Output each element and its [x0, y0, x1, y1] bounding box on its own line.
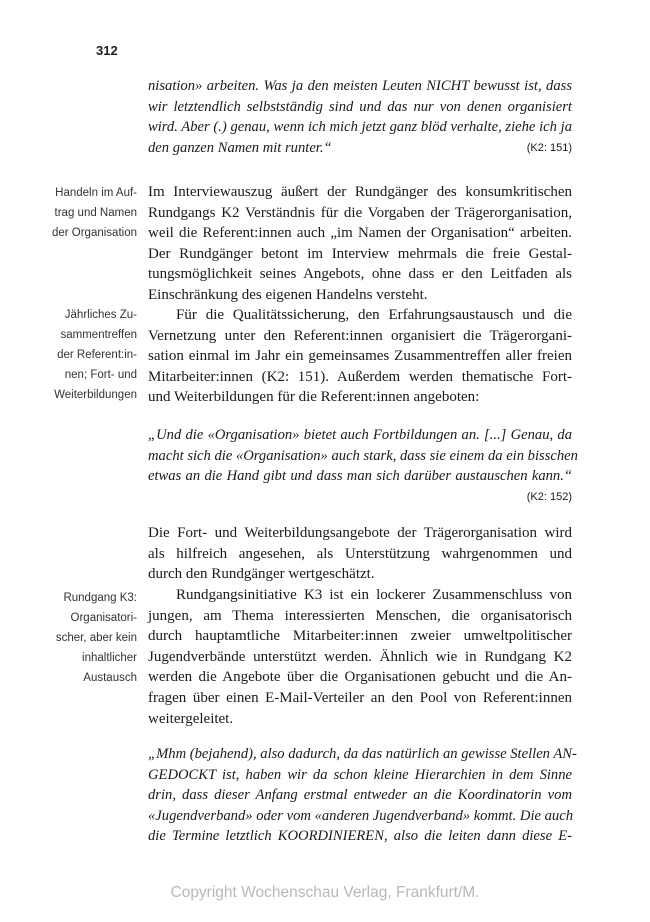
margin-note-line: der Organisation	[51, 227, 137, 239]
margin-note-line: trag und Namen	[54, 207, 137, 219]
margin-note-line: der Referent:in-	[57, 349, 137, 361]
paragraph-4	[148, 585, 572, 729]
margin-note-line: Weiterbildungen	[54, 389, 137, 401]
paragraph-line: tungsmöglichkeit seines Angebots, ohne dass er den Leitfaden als	[148, 266, 572, 283]
paragraph-line: werden die Angebote über die Organisationen gebucht und die An-	[148, 669, 572, 686]
paragraph-line: weil die Referent:innen auch „im Namen der Organisation“ arbeiten.	[148, 225, 572, 242]
quote-line	[148, 138, 572, 159]
copyright-watermark: Copyright Wochenschau Verlag, Frankfurt/M.	[170, 884, 480, 901]
margin-note-line: Organisatori-	[70, 612, 137, 624]
paragraph-line: durch den Rundgänger wertgeschätzt.	[148, 566, 375, 583]
paragraph-line: Rundgangsinitiative K3 ist ein lockerer Zusammenschluss von	[176, 587, 572, 603]
quote-line: nisation» arbeiten. Was ja den meisten Leuten NICHT bewusst ist, dass	[148, 78, 572, 94]
margin-note-line: scher, aber kein	[55, 632, 137, 644]
margin-note-line: nen; Fort- und	[64, 369, 137, 381]
quote-line-text: den ganzen Namen mit runter.“	[148, 139, 332, 156]
paragraph-line: Im Interviewauszug äußert der Rundgänger des konsumkritischen	[148, 184, 572, 200]
paragraph-line: weitergeleitet.	[148, 710, 234, 727]
margin-note-line: Jährliches Zu-	[64, 309, 137, 321]
paragraph-line: jungen, am Thema interessierten Menschen, die organisatorisch	[148, 607, 572, 624]
paragraph-2	[148, 305, 572, 408]
quote-line: „Und die «Organisation» bietet auch Fortbildungen an. [...] Genau, da	[148, 427, 572, 443]
quote-line: macht sich die «Organisation» auch stark, dass sie einem da ein bisschen	[148, 447, 578, 464]
margin-note-line: Handeln im Auf-	[55, 187, 137, 199]
quote-line: etwas an die Hand gibt und dass man sich darüber austauschen kann.“	[148, 468, 572, 485]
paragraph-line: als hilfreich angesehen, als Unterstützung wahrgenommen und	[148, 545, 572, 562]
paragraph-line: Mitarbeiter:innen (K2: 151). Außerdem werden thematische Fort-	[148, 368, 572, 385]
quote-line: die Termine letztlich KOORDINIEREN, also die leiten dann diese E-	[148, 828, 572, 845]
margin-note-1	[25, 183, 137, 243]
paragraph-line: Jugendverbände unterstützt werden. Ähnlich wie in Rundgang K2	[148, 648, 572, 665]
paragraph-line: sation einmal im Jahr ein gemeinsames Zusammentreffen aller freien	[148, 348, 572, 365]
paragraph-1	[148, 182, 572, 306]
paragraph-line: Vernetzung unter den Referent:innen organisiert die Trägerorgani-	[148, 327, 572, 344]
paragraph-line: Der Rundgänger betont im Interview mehrmals die freie Gestal-	[148, 245, 572, 262]
margin-note-line: Austausch	[83, 672, 137, 684]
quote-line: GEDOCKT ist, haben wir da schon kleine Hierarchien in dem Sinne	[148, 766, 572, 783]
block-quote-3	[148, 744, 577, 847]
paragraph-line: Für die Qualitätssicherung, den Erfahrungsaustausch und die	[176, 307, 572, 323]
block-quote-2	[148, 425, 578, 507]
margin-note-3	[25, 588, 137, 688]
quote-reference: (K2: 151)	[526, 141, 572, 154]
paragraph-line: Rundgangs K2 Verständnis für die Vorgaben der Trägerorganisation,	[148, 204, 572, 221]
paragraph-line: Die Fort- und Weiterbildungsangebote der Trägerorganisation wird	[148, 525, 572, 541]
margin-note-line: Rundgang K3:	[63, 592, 137, 604]
paragraph-line: durch hauptamtliche Mitarbeiter:innen zweier umweltpolitischer	[148, 628, 572, 645]
quote-line: «Jugendverband» oder vom «anderen Jugendverband» kommt. Die auch	[148, 807, 573, 824]
page-number: 312	[96, 43, 118, 58]
quote-line: drin, dass dieser Anfang erstmal entweder an die Koordinatorin vom	[148, 787, 572, 804]
paragraph-3	[148, 523, 572, 585]
paragraph-line: und Weiterbildungen für die Referent:innen angeboten:	[148, 389, 480, 406]
margin-note-line: sammentreffen	[60, 329, 137, 341]
quote-line: wird. Aber (.) genau, wenn ich mich jetzt ganz blöd verhalte, ziehe ich ja	[148, 119, 572, 136]
block-quote-1	[148, 76, 572, 158]
paragraph-line: fragen über einen E-Mail-Verteiler an den Pool von Referent:innen	[148, 689, 572, 706]
quote-reference: (K2: 152)	[526, 490, 572, 503]
quote-line: „Mhm (bejahend), also dadurch, da das natürlich an gewisse Stellen AN-	[148, 746, 577, 762]
margin-note-2	[25, 305, 137, 405]
margin-note-line: inhaltlicher	[82, 652, 137, 664]
quote-line: wir letztendlich selbstständig sind und das nur von denen organisiert	[148, 98, 572, 115]
paragraph-line: Einschränkung des eigenen Handelns versteht.	[148, 286, 428, 303]
